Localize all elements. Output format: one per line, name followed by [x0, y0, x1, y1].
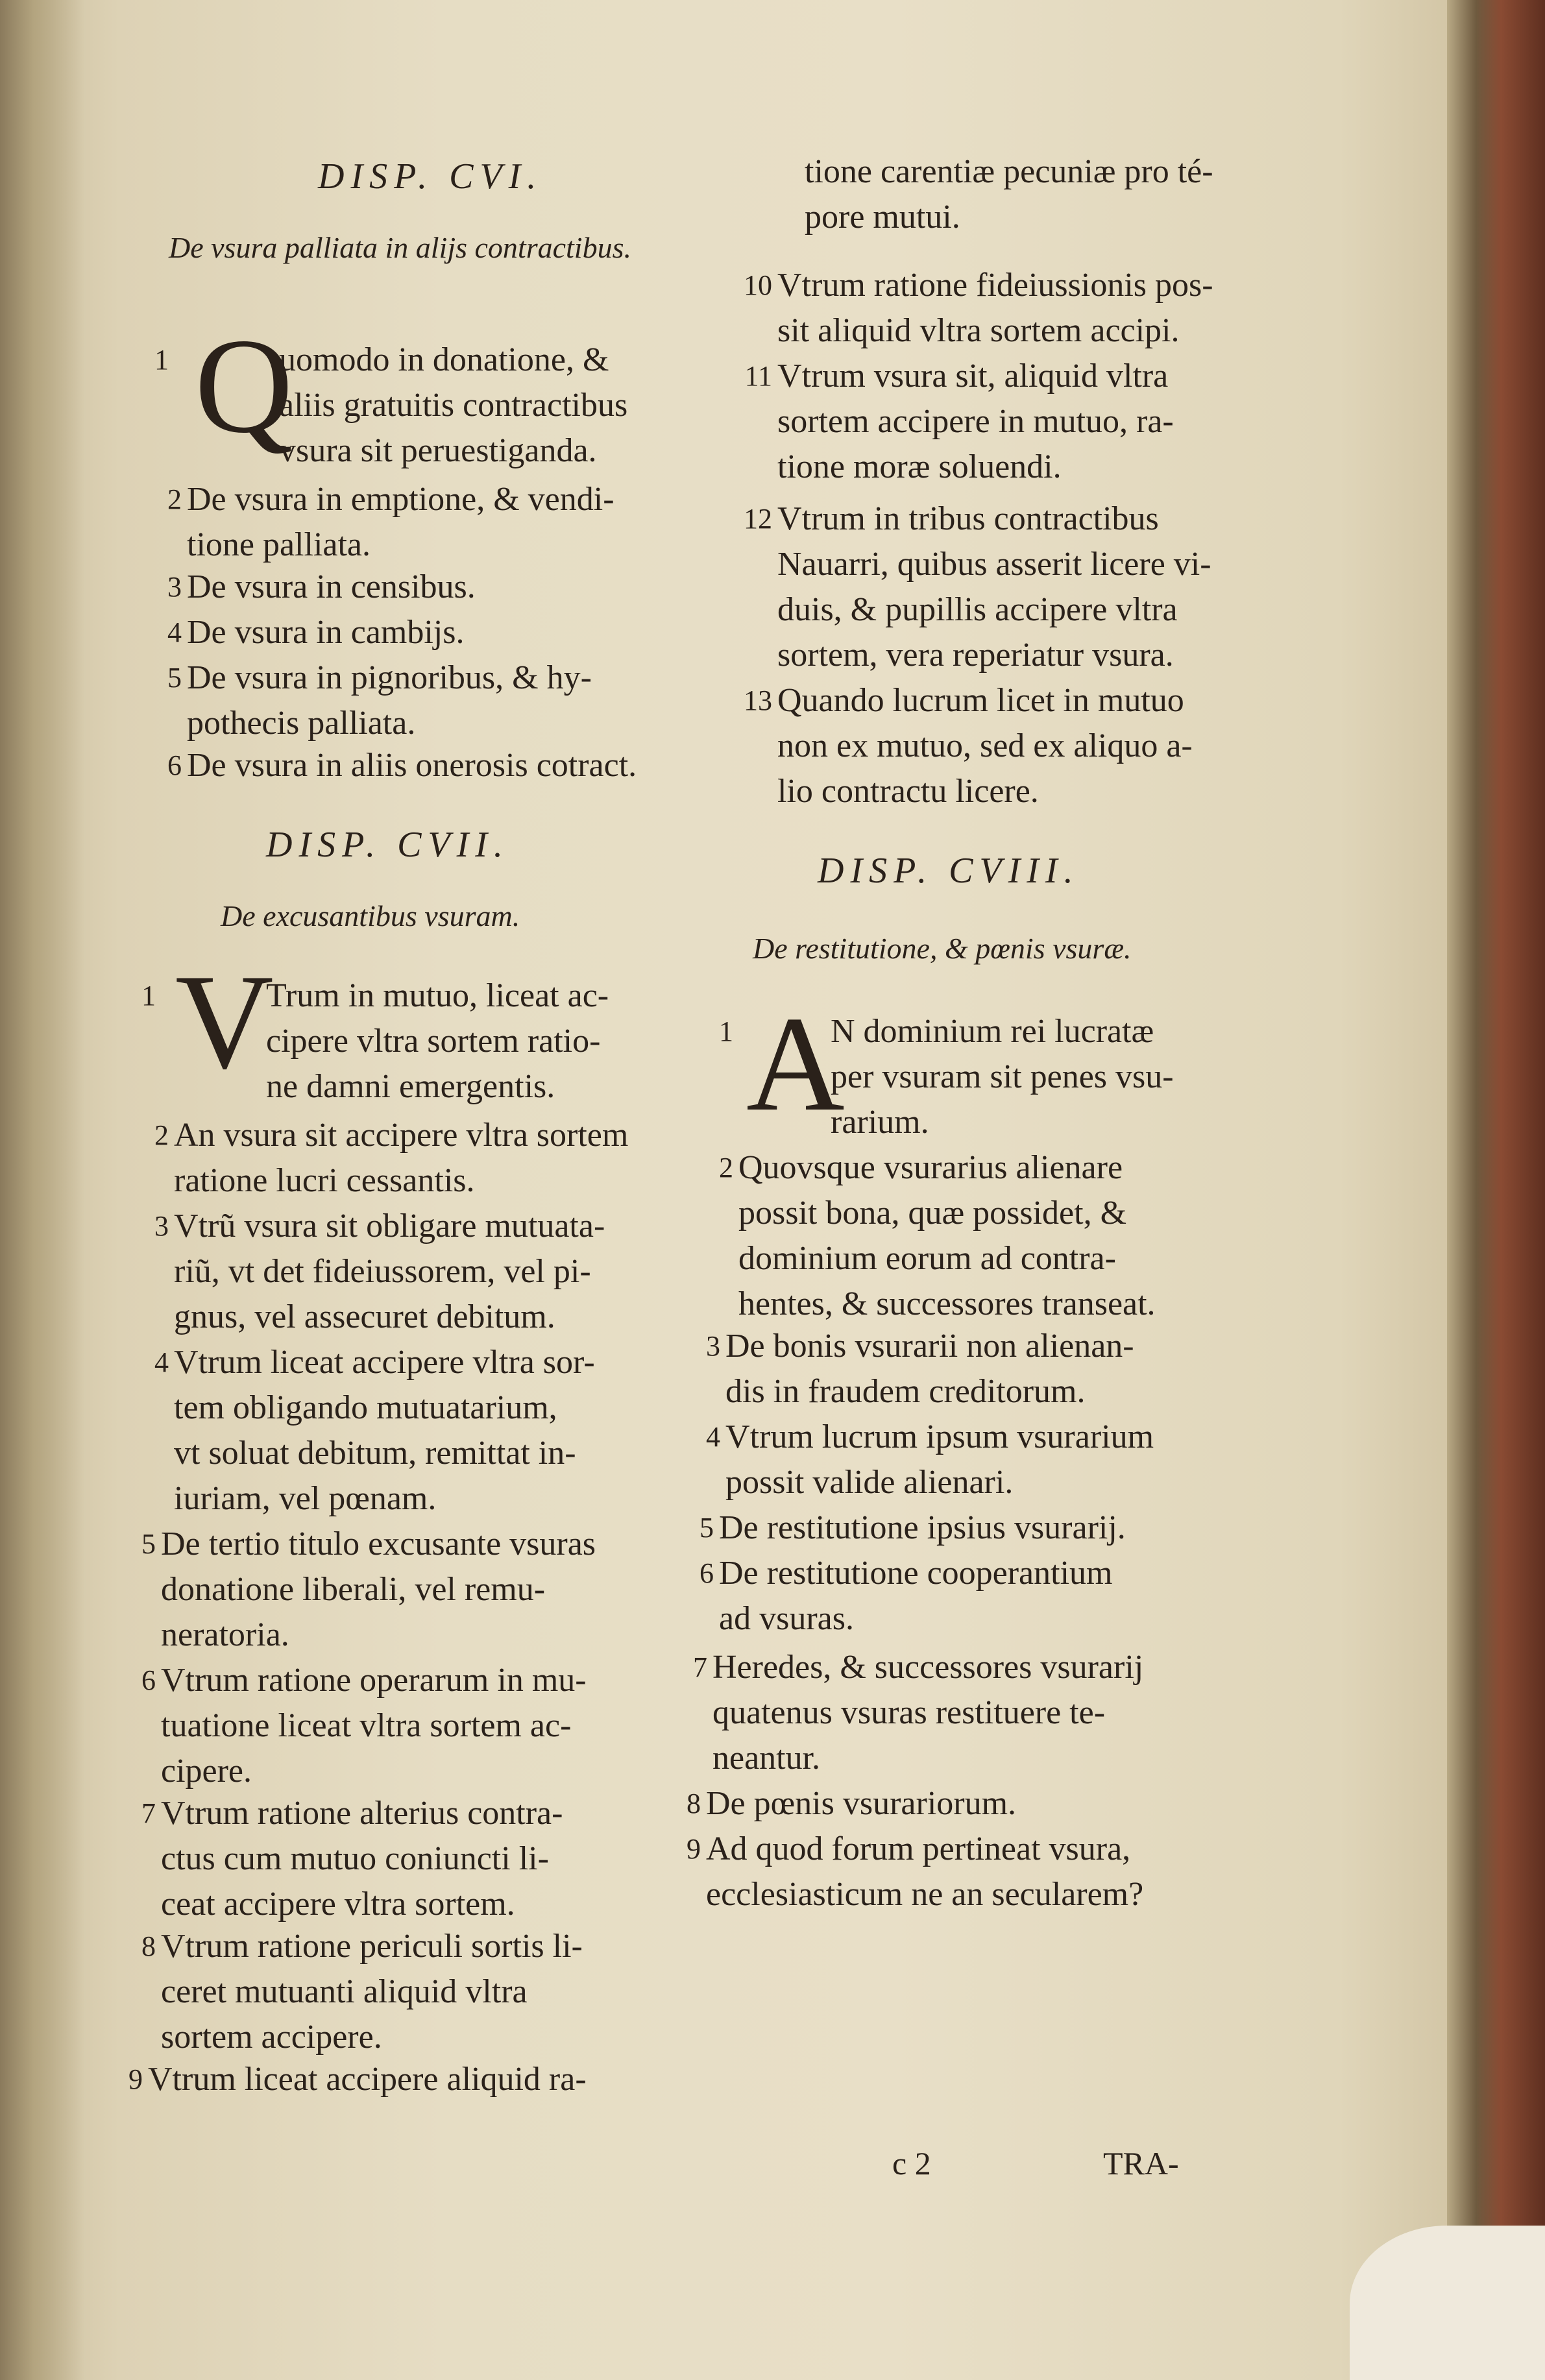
disp-cvi-heading: DISP. CVI.	[318, 156, 543, 197]
disp-cviii-subtitle: De restitutione, & pœnis vsuræ.	[753, 932, 1132, 965]
drop-cap-a: A	[746, 989, 845, 1139]
disp-cvii-heading: DISP. CVII.	[266, 825, 509, 865]
disp-cviii-heading: DISP. CVIII.	[818, 851, 1080, 891]
catchword: TRA-	[1103, 2145, 1179, 2181]
disp-cvii-subtitle: De excusantibus vsuram.	[221, 899, 520, 932]
page-gutter	[0, 0, 84, 2380]
signature-mark: c 2	[892, 2145, 931, 2181]
torn-corner	[1350, 2226, 1545, 2380]
page-edge	[1447, 0, 1545, 2380]
drop-cap-q: Q	[195, 311, 293, 461]
disp-cvi-subtitle: De vsura palliata in alijs contractibus.	[169, 231, 631, 264]
drop-cap-v: V	[175, 947, 274, 1097]
